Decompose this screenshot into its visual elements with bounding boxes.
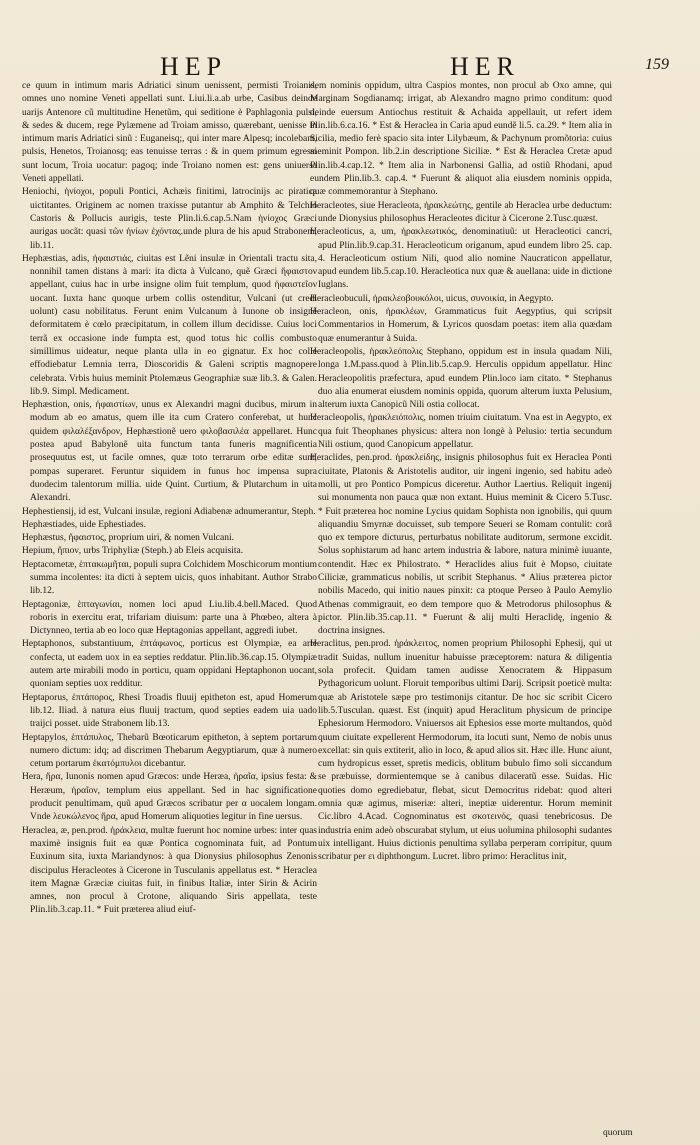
dictionary-entry: Heracleobuculi, ἡρακλεοβουκόλοι, uicus, συνοικία, in Aegypto.: [310, 293, 554, 304]
right-column: [310, 80, 612, 865]
dictionary-entry: Hepium, ἤπιον, urbs Triphyliæ (Steph.) ab Eleis acquisita.: [22, 546, 244, 557]
dictionary-entry: Hephæstias, adis, ἡφαιστιάς, ciuitas est Lẽni insulæ in Orientali tractu sita, nonnihil tamen distans à mari: ita dicta à Vulcano, quẽ Græci ἥφαιστον appellant, cuius hac in urbe insigne olim fuit templum, quod ἡφαιστεῖον uocant. Iuxta hanc quoque urbem collis ostenditur, Vulcani (ut credi uolunt) casu nobilitatus. Ferunt enim Vulcanum à Iunone ob insignẽ deformitatem è cœlo præcipitatum, in collem illum decidisse. Cuius loci terrã ex occasione inde fumpta est, quod totus hic collis combusto simillimus uideatur, neque planta ulla in eo gignatur. Ex hoc colle effodiebatur Lemnia terra, Dioscoridis & Galeni scriptis magnopere celebrata. Vrbis huius meminit Ptolemæus Geographiæ suæ lib.3. & Galen. lib.9. Simpl. Medicament.: [22, 253, 317, 397]
dictionary-entry: Heraclea, æ, pen.prod. ἡράκλεια, multæ fuerunt hoc nomine urbes: inter quas maximè insignis fuit ea quæ Pontica cognominata fuit, ad Pontum Euxinum sita, iuxta Mariandynos: à qua Dionysius philosophus Zenonis discipulus Heracleotes à Cicerone in Tusculanis appellatus est. * Heraclea item Magnæ Græciæ ciuitas fuit, in finibus Italiæ, inter Sirin & Acirin amnes, non procul à Crotone, aliquando Siris appellata, teste Plin.lib.3.cap.11. * Fuit præterea aliud eiuf-: [22, 825, 317, 916]
dictionary-entry: Hephestiensij, id est, Vulcani insulæ, regioni Adiabenæ adnumerantur, Steph.: [22, 506, 316, 517]
dictionary-entry: Heracleopolis, ἡρακλεόπολις Stephano, oppidum est in insula quadam Nili, longa 1.M.pass.quod à Plin.lib.5.cap.9. Herculis oppidum appellatur. Hinc Heracleopolitis præfectura, apud eundem Plin.loco iam citato. * Stephanus duo alia enumerat eiusdem nominis oppida, quorum alterum iuxta Pelusium, alterum iuxta Canopicũ Nili ostia collocat.: [310, 346, 612, 411]
page-number: 159: [645, 56, 669, 73]
dictionary-entry: Heptaporus, ἑπτάπορος, Rhesi Troadis fluuij epitheton est, apud Homerum lib.12. Iliad. à natura eius fluuij tractum, quod septies eadem uia uado traijci posset. uide Strabonem lib.13.: [22, 692, 317, 730]
running-head: [0, 52, 700, 82]
dictionary-entry: Heracleoticus, a, um, ἡρακλεωτικός, denominatiuũ: ut Heracleotici cancri, apud Plin.lib.9.cap.31. Heracleoticum origanum, apud eundem libro 25. cap. 4. Heracleoticum ostium Nili, quod alio nomine Naucraticon appellatur, apud eundem lib.5.cap.10. Heracleotica nux quæ & auellana: uide in dictione Iuglans.: [310, 227, 612, 291]
running-head-left: HEP: [160, 52, 228, 81]
dictionary-entry: Heptapylos, ἑπτάπυλος, Thebarũ Bœoticarum epitheton, à septem portarum numero dictum: idq; ad discrimen Thebarum Aegyptiarum, quæ à numero cetum portarum ἑκατόμπυλοι dicebantur.: [22, 732, 317, 770]
left-column: [22, 80, 317, 918]
dictionary-entry: Heraclides, pen.prod. ἡρακλείδης, insignis philosophus fuit ex Heraclea Ponti ciuitate, Platonis & Aristotelis auditor, uir ingeni ingenio, sed habitu adeò molli, ut pro Pontico Pompicus diceretur. Author Laertius. Reliquit ingenij sui monumenta non pauca quæ non extant. Huius meminit & Cicero 5.Tusc. * Fuit præterea hoc nomine Lycius quidam Sophista non ignobilis, qui quum aliquandiu Smyrnæ docuisset, sub tempore Seueri se Romam contulit: corã quo ex tempore dicturus, perturbatus nobilitate auditorum, sermone excidit. Solus sophistarum ad hanc artem industria & labore, natura minimè iuuante, contendit. Hæc ex Philostrato. * Heraclides alius fuit è Mopso, ciuitate Ciliciæ, grammaticus nobilis, ut scribit Stephanus. * Alius præterea pictor nobilis Macedo, qui initio naues pinxit: ca ptoque Perseo à Paulo Aemylio Athenas commigrauit, eo dem tempore quo & Metrodorus philosophus & pictor. Plin.lib.35.cap.11. * Fuerunt & alij multi Heraclidę, ingenio & doctrina insignes.: [310, 453, 612, 637]
entry-paragraph: ce quum in intimum maris Adriatici sinum uenissent, permisti Troianis, omnes uno nomine Veneti appellati sunt. Liui.li.a.ab urbe, Casibus deinde uarijs Antenore cũ multitudine Henetũm, qui seditione è Paphlagonia pulsi, & sedes & ducem, rege Pylæmene ad Troiam amisso, quærebant, uenisse in intimum maris Adriatici sinũ : Euganeisq;, qui inter mare Alpesq; incolebant, pulsis, Henetos, Troianosq; eas tenuisse terras : & in quem primum egressi sunt locum, Troia uocatur: pagoq; inde Troiano nomen est: gens uniuersa Veneti appellati.: [22, 81, 317, 185]
dictionary-entry: Heniochi, ἡνίοχοι, populi Pontici, Achæis finitimi, latrocinijs ac piratica uictitantes. Originem ac nomen traxisse putantur ab Amphito & Telchio Castoris & Pollucis aurigis, teste Plin.li.6.cap.5.Nam ἡνίοχος Græci aurigas uocãt: quasi τῶν ἡνίων ἐχόντας.unde plura de his apud Strabonem, lib.11.: [22, 187, 317, 251]
dictionary-entry: Heptacometæ, ἑπτακωμῆται, populi supra Colchidem Moschicorum montium summa incolentes: ita dicti à septem uicis, quos inhabitant. Author Strabo lib.12.: [22, 559, 317, 597]
dictionary-entry: Heracleopolis, ἡρακλειόπολις, nomen triuim ciuitatum. Vna est in Aegypto, ex qua fuit Theophanes physicus: altera non longè à Pelusio: tertia secundum Nili ostium, quod Canopicum appellatur.: [310, 413, 612, 451]
entry-paragraph: dem nominis oppidum, ultra Caspios montes, non procul ab Oxo amne, qui Marginam Sogdianamq; irrigat, ab Alexandro magno primo conditum: quod deinde euersum Antiochus restituit & Achaida appellauit, ut refert idem Plin.lib.6.ca.16. * Est & Heraclea in Caria apud eundẽ li.5. ca.29. * Item alia in Sicilia, medio ferè spacio sita inter Lilybæum, & Pachynum promõtoria: cuius meminit Pompon. lib.2.in descriptione Siciliæ. * Est & Heraclea Cretæ apud Plin.lib.4.cap.12. * Item alia in Narbonensi Gallia, ad ostiũ Rhodani, apud eundem Plin.lib.3. cap.4. * Fuerunt & aliquot alia eiusdem nominis oppida, quæ commemorantur à Stephano.: [310, 81, 612, 198]
running-head-right: HER: [450, 52, 520, 81]
dictionary-entry: Heracleotes, siue Heracleota, ἡρακλεώτης, gentile ab Heraclea urbe deductum: unde Dionysius philosophus Heracleotes dicitur à Cicerone 2.Tusc.quæst.: [310, 200, 612, 224]
dictionary-entry: Heracleon, onis, ἡρακλέων, Grammaticus fuit Aegyptius, qui scripsit Commentarios in Homerum, & Lyricos quosdam poetas: item alia quædam quæ enumerantur à Suida.: [310, 307, 612, 344]
catchword: quorum: [603, 1128, 633, 1138]
dictionary-entry: Heptagoniæ, ἑπταγωνίαι, nomen loci apud Liu.lib.4.bell.Maced. Quod roboris in exercitu erat, trifariam diuisum: parte una à Phœbeo, altera à Dictynneo, tertia ab eo loco quæ Heptagonias appellant, aggredi iubet.: [22, 599, 317, 637]
dictionary-entry: Heptaphonos, substantiuum, ἑπτάφωνος, porticus est Olympiæ, ea arte confecta, ut eadem uox in ea septies reddatur. Plin.lib.36.cap.15. Olympiæ autem arte mirabili modo in porticu, quam oppidani Heptaphonon uocant, quoniam septies uox redditur.: [22, 639, 317, 690]
dictionary-entry: Hephæstiades, uide Ephestiades.: [22, 519, 147, 530]
dictionary-entry: Hephæstus, ἥφαιστος, proprium uiri, & nomen Vulcani.: [22, 533, 235, 544]
dictionary-entry: Hera, ἥρα, Iunonis nomen apud Græcos: unde Heræa, ἡραῖα, ipsius festa: & Heræum, ἡραῖον, templum eius appellant. Sed in hac significatione producit penultimam, quũ apud Græcos scribatur per α uocalem longam. Vnde λευκώλενος ἥρα, apud Homerum aliquoties legitur in fine uersus.: [22, 772, 317, 823]
dictionary-entry: Heraclitus, pen.prod. ἡράκλειτος, nomen proprium Philosophi Ephesij, qui ut tradit Suidas, nullum inuenitur habuisse præceptorem: natura & diligentia sola profecit. Quidam tamen audisse Xenocratem & Hippasum Pythagoricum uolunt. Floruit temporibus ultimi Darij. Scripsit poeticè multa: quæ ab Aristotele sæpe pro testimonijs citantur. De hoc sic scribit Cicero lib.5.Tusculan. quæst. Est (inquit) apud Heraclitum physicum de principe Ephesiorum Hermodoro. Vniuersos ait Ephesios esse morte multandos, quòd quum ciuitate expellerent Hermodorum, ita locuti sunt, Nemo de nobis unus excellat: sin quis extiterit, alio in loco, & apud alios sit. Hæc ille. Hunc aiunt, cum hydropicus esset, spretis medicis, oblitum bubulo fimo soli siccandum se præbuisse, dormientemque se à canibus dilaceratũ esse. Suidas. Hic quoties domo egrediebatur, flebat, sicut Democritus ridebat: quod alteri omnia quæ agimus, miseriæ: alteri, ineptiæ uiderentur. Horum meminit Cic.libro 4.Acad. Cognominatus est σκοτεινός, quasi tenebricosus. De industria enim adeò obscurabat stylum, ut eius uolumina philosophi sudantes uix intelligant. Huius dictionis penultima syllaba perperam corripitur, quum scribatur per ει diphthongum. Lucret. libro primo: Heraclitus init,: [310, 639, 612, 863]
dictionary-entry: Hephæstion, onis, ἡφαιστίων, unus ex Alexandri magni ducibus, mirum in modum ab eo amatus, quem ille ita cum Cratero conferebat, ut hunc quidem φιλαλέξανδρον, Hephæstionẽ uero φιλοβασιλέα appellaret. Hunc postea apud Babylonẽ uita functum tanta funeris magnificentia prosequutus est, ut facile omnes, quæ toto terrarum orbe editæ sunt, pompas superaret. Feruntur siquidem in funus hoc impensa supra duodecim talentorum millia. uide Quint. Curtium, & Plutarchum in uita Alexandri.: [22, 400, 317, 504]
